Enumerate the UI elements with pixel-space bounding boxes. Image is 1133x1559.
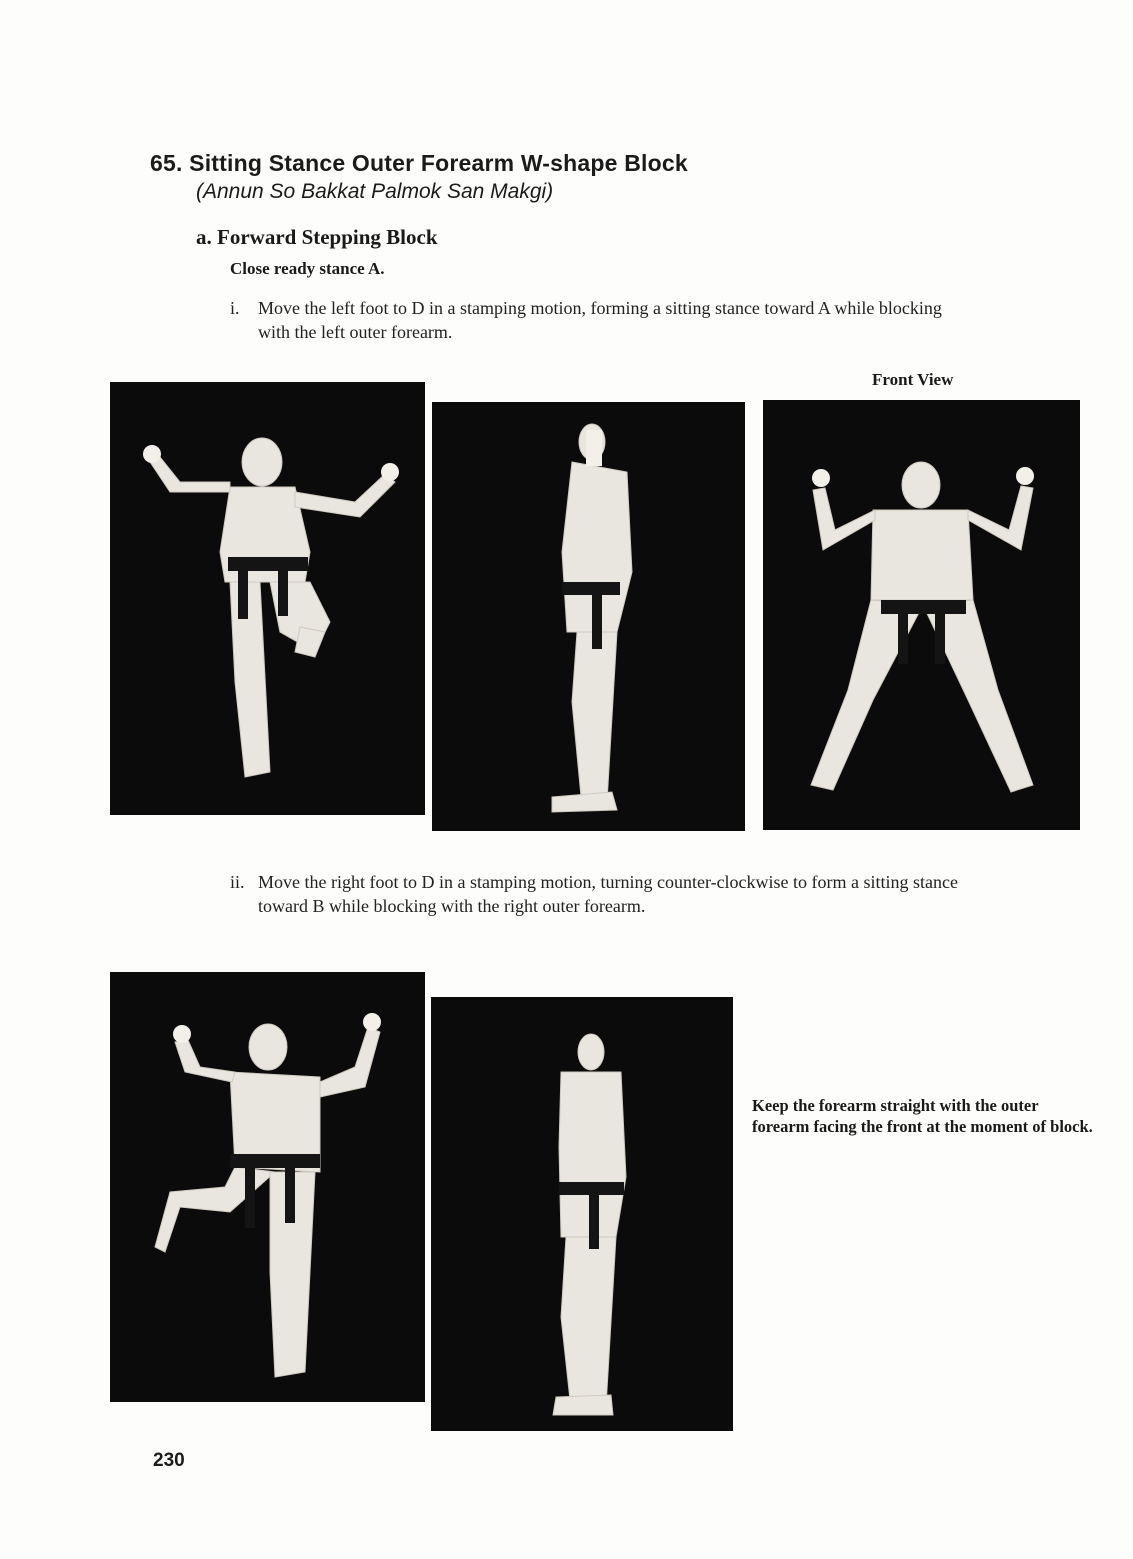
step-2-number: ii. — [230, 872, 245, 892]
step-1-text: Move the left foot to D in a stamping motion, forming a sitting stance toward A while blocking with the left outer forearm. — [258, 298, 942, 342]
technique-note: Keep the forearm straight with the outer forearm facing the front at the moment of block. — [752, 1096, 1093, 1136]
step-2-text: Move the right foot to D in a stamping motion, turning counter-clockwise to form a sitting stance toward B while blocking with the right outer forearm. — [258, 872, 959, 916]
ready-stance-text: Close ready stance A. — [230, 259, 385, 278]
photo-turn-side — [431, 997, 733, 1431]
step-1 — [230, 296, 970, 344]
photo-knee-raise-side — [432, 402, 745, 831]
page-number: 230 — [153, 1450, 185, 1471]
front-view-caption: Front View — [872, 370, 954, 389]
photo-turn-knee-raise — [110, 972, 425, 1402]
step-1-number: i. — [230, 298, 240, 318]
page-title: 65. Sitting Stance Outer Forearm W-shape Block — [150, 150, 688, 176]
page-subtitle: (Annun So Bakkat Palmok San Makgi) — [196, 180, 554, 203]
photo-sitting-stance-front — [763, 400, 1080, 830]
section-title: a. Forward Stepping Block — [196, 225, 438, 249]
step-2 — [230, 870, 970, 918]
photo-knee-raise-front — [110, 382, 425, 815]
